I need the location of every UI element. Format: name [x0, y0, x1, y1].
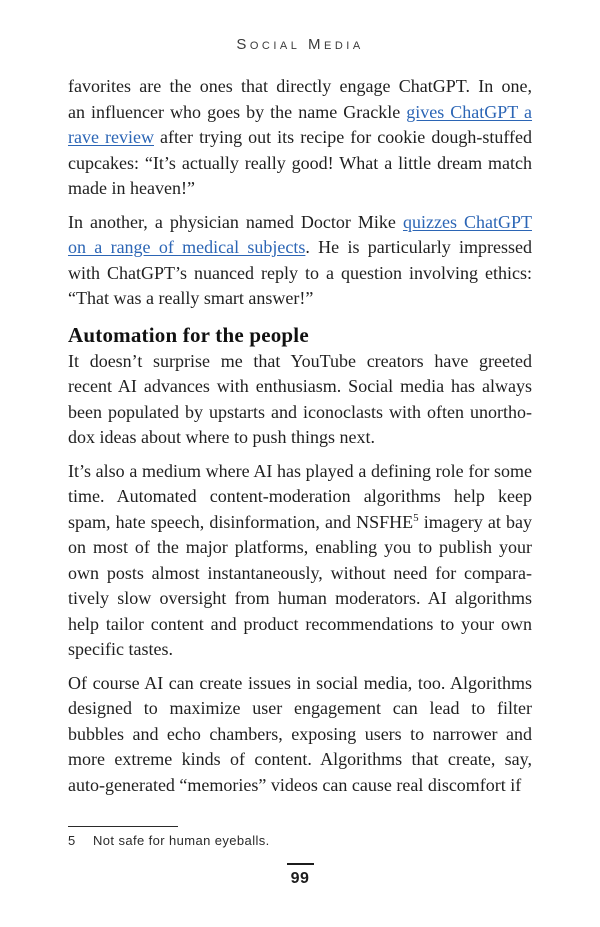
- paragraph-line: [68, 561, 532, 587]
- paragraph-line: [68, 286, 532, 312]
- section-heading: Automation for the people: [68, 322, 309, 347]
- paragraph: [68, 459, 532, 663]
- paragraph-line: [68, 210, 532, 236]
- text-run: help tailor content and product recommendations to your own: [68, 613, 532, 634]
- paragraph-line: [68, 235, 532, 261]
- text-run: own posts almost instantaneously, without need for compara-: [68, 562, 532, 583]
- paragraph-line: [68, 425, 532, 451]
- paragraph-line: [68, 100, 532, 126]
- text-run: recent AI advances with enthusiasm. Social media has always: [68, 376, 532, 396]
- inline-link[interactable]: on a range of medical subjects: [68, 237, 306, 257]
- text-run: an influencer who goes by the name Grackle: [68, 101, 407, 122]
- text-run: cupcakes: “It’s actually really good! What a little dream match: [68, 152, 532, 173]
- footnote-separator-rule: [68, 826, 178, 827]
- text-run: It doesn’t surprise me that YouTube creators have greeted: [68, 350, 532, 371]
- paragraph: [68, 671, 532, 799]
- page-number: 99: [290, 870, 310, 887]
- paragraph-line: [68, 510, 532, 536]
- paragraph-line: [68, 74, 532, 100]
- footnote: [68, 833, 532, 848]
- text-run: dox ideas about where to push things next.: [68, 427, 375, 447]
- text-run: after trying out its recipe for cookie dough-stuffed: [154, 127, 532, 147]
- page-footer: [0, 863, 600, 888]
- inline-link[interactable]: quizzes ChatGPT: [402, 211, 532, 232]
- text-run: specific tastes.: [68, 639, 173, 659]
- inline-link[interactable]: gives ChatGPT a: [406, 101, 533, 122]
- text-run: on most of the major platforms, enabling you to publish your: [68, 537, 532, 557]
- page-number-rule: [287, 863, 314, 865]
- text-run: more extreme kinds of content. Algorithms that create, say,: [68, 749, 532, 769]
- text-run: “That was a really smart answer!”: [68, 288, 314, 308]
- paragraph-line: [68, 484, 532, 510]
- paragraph-line: [68, 773, 532, 799]
- text-run: It’s also a medium where AI has played a defining role for some: [68, 460, 532, 481]
- text-run: bubbles and echo chambers, exposing users to narrower and: [68, 723, 532, 744]
- text-run: made in heaven!”: [68, 178, 195, 198]
- inline-link[interactable]: rave review: [68, 127, 154, 147]
- paragraph-line: [68, 637, 532, 663]
- text-run: favorites are the ones that directly engage ChatGPT. In one,: [68, 76, 532, 96]
- footnote-marker: 5: [68, 833, 76, 848]
- paragraph-line: [68, 747, 532, 773]
- text-run: time. Automated content-moderation algorithms help keep: [68, 486, 532, 506]
- text-run: designed to maximize user engagement can lead to filter: [68, 698, 532, 718]
- paragraph-line: [68, 612, 532, 638]
- paragraph-line: [68, 151, 532, 177]
- text-run: been populated by upstarts and iconoclasts with often unortho-: [68, 401, 532, 422]
- text-run: . He is particularly impressed: [305, 237, 532, 257]
- paragraph-line: [68, 459, 532, 485]
- paragraph: [68, 74, 532, 202]
- text-run: with ChatGPT’s nuanced reply to a question involving ethics:: [68, 262, 532, 283]
- paragraph-line: [68, 400, 532, 426]
- running-header: Social Media: [236, 36, 364, 53]
- body-text: [68, 74, 532, 798]
- paragraph-line: [68, 261, 532, 287]
- text-run: In another, a physician named Doctor Mike: [68, 211, 403, 232]
- footnote-text: Not safe for human eyeballs.: [93, 833, 270, 848]
- paragraph-line: [68, 722, 532, 748]
- paragraph-line: [68, 535, 532, 561]
- footnote-reference[interactable]: 5: [413, 511, 419, 524]
- paragraph-line: [68, 349, 532, 375]
- paragraph-line: [68, 586, 532, 612]
- text-run: spam, hate speech, disinformation, and NSFHE: [68, 511, 414, 532]
- text-run: tively slow oversight from human moderators. AI algorithms: [68, 588, 532, 608]
- paragraph-line: [68, 374, 532, 400]
- paragraph: [68, 349, 532, 451]
- text-run: Of course AI can create issues in social media, too. Algorithms: [68, 672, 532, 693]
- paragraph-line: [68, 696, 532, 722]
- paragraph: [68, 210, 532, 312]
- paragraph-line: [68, 671, 532, 697]
- text-run: auto-generated “memories” videos can cause real discomfort if: [68, 774, 522, 795]
- text-run: imagery at bay: [418, 511, 532, 532]
- paragraph-line: [68, 176, 532, 202]
- paragraph-line: [68, 125, 532, 151]
- footnote-block: [68, 826, 532, 848]
